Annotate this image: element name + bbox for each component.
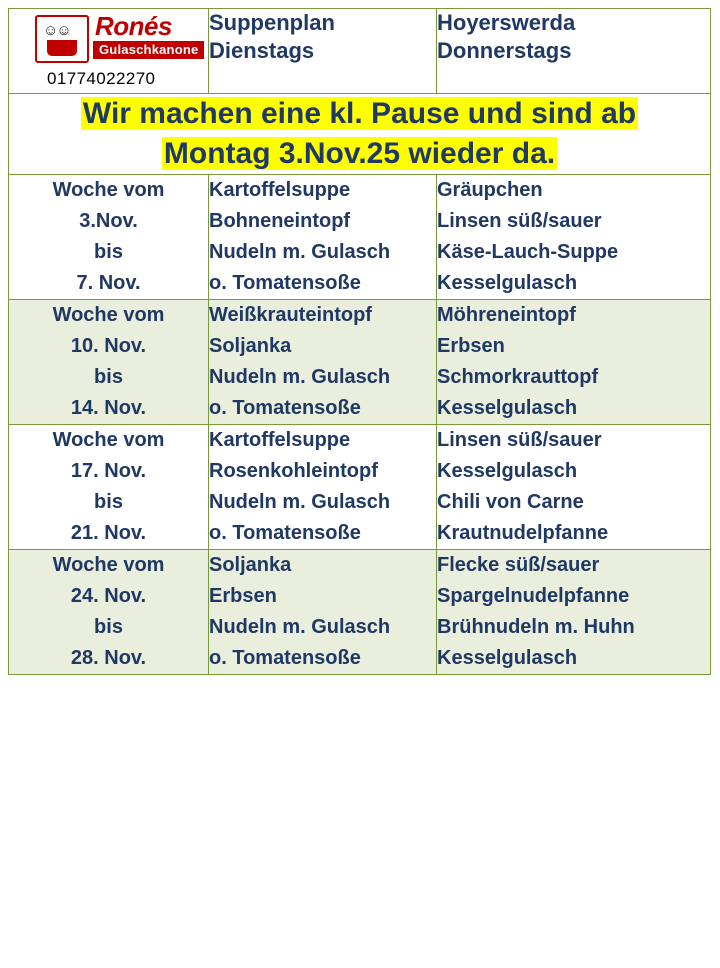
- week-label-line: Woche vom: [52, 429, 165, 451]
- menu-poster: [0, 8, 720, 968]
- week-label-line: bis: [94, 491, 123, 513]
- dish-line: Nudeln m. Gulasch: [209, 366, 391, 388]
- week-label-cell: [9, 425, 209, 550]
- week-label-line: bis: [94, 366, 123, 388]
- dish-line: Rosenkohleintopf: [209, 460, 378, 482]
- dish-line: Kesselgulasch: [437, 460, 578, 482]
- week-label-line: 21. Nov.: [70, 522, 147, 544]
- dish-line: Nudeln m. Gulasch: [209, 616, 391, 638]
- header-day-donnerstags: Donnerstags: [437, 38, 572, 63]
- week-label-cell: [9, 175, 209, 300]
- header-row: [9, 9, 711, 94]
- dish-line: o. Tomatensoße: [209, 272, 361, 294]
- dish-line: Kesselgulasch: [437, 647, 578, 669]
- week-label-line: 17. Nov.: [70, 460, 147, 482]
- dish-line: o. Tomatensoße: [209, 522, 361, 544]
- header-col-tuesday: [209, 9, 437, 94]
- notice-row: [9, 94, 711, 175]
- table-row: [9, 300, 711, 425]
- menu-table: [8, 8, 711, 675]
- pause-notice: [9, 94, 711, 175]
- dish-line: Linsen süß/sauer: [437, 429, 602, 451]
- week-label-cell: [9, 300, 209, 425]
- dish-line: Möhreneintopf: [437, 304, 576, 326]
- week-label-line: bis: [94, 616, 123, 638]
- brand-subtitle: Gulaschkanone: [93, 41, 204, 59]
- tuesday-dishes-cell: [209, 425, 437, 550]
- dish-line: Soljanka: [209, 335, 292, 357]
- table-row: [9, 175, 711, 300]
- goulash-cannon-icon: [35, 15, 89, 63]
- dish-line: Krautnudelpfanne: [437, 522, 609, 544]
- dish-line: Kartoffelsuppe: [209, 179, 351, 201]
- week-label-line: 10. Nov.: [70, 335, 147, 357]
- dish-line: o. Tomatensoße: [209, 647, 361, 669]
- notice-line-2: [9, 134, 710, 174]
- dish-line: Nudeln m. Gulasch: [209, 241, 391, 263]
- week-label-line: 3.Nov.: [79, 210, 138, 232]
- table-row: [9, 550, 711, 675]
- header-location-hoyerswerda: Hoyerswerda: [437, 10, 576, 35]
- chef-figures-icon: ☺☺: [43, 22, 70, 39]
- thursday-dishes-cell: [437, 425, 711, 550]
- dish-line: Gräupchen: [437, 179, 543, 201]
- dish-line: Erbsen: [209, 585, 277, 607]
- header-title-suppenplan: Suppenplan: [209, 10, 335, 35]
- dish-line: Linsen süß/sauer: [437, 210, 602, 232]
- dish-line: Kesselgulasch: [437, 272, 578, 294]
- dish-line: o. Tomatensoße: [209, 397, 361, 419]
- dish-line: Nudeln m. Gulasch: [209, 491, 391, 513]
- dish-line: Spargelnudelpfanne: [437, 585, 630, 607]
- dish-line: Weißkrauteintopf: [209, 304, 372, 326]
- table-row: [9, 425, 711, 550]
- brand-name: Ronés: [95, 11, 172, 41]
- week-label-cell: [9, 550, 209, 675]
- week-label-line: 7. Nov.: [76, 272, 141, 294]
- week-label-line: Woche vom: [52, 304, 165, 326]
- dish-line: Käse-Lauch-Suppe: [437, 241, 619, 263]
- week-label-line: 14. Nov.: [70, 397, 147, 419]
- dish-line: Erbsen: [437, 335, 505, 357]
- thursday-dishes-cell: [437, 550, 711, 675]
- logo: [9, 9, 208, 71]
- week-label-line: bis: [94, 241, 123, 263]
- notice-line-1: [9, 94, 710, 134]
- dish-line: Chili von Carne: [437, 491, 584, 513]
- header-day-dienstags: Dienstags: [209, 38, 315, 63]
- week-label-line: 28. Nov.: [70, 647, 147, 669]
- tuesday-dishes-cell: [209, 550, 437, 675]
- thursday-dishes-cell: [437, 300, 711, 425]
- phone-number: 01774022270: [47, 69, 156, 88]
- week-label-line: Woche vom: [52, 554, 165, 576]
- dish-line: Soljanka: [209, 554, 292, 576]
- tuesday-dishes-cell: [209, 175, 437, 300]
- logo-cell: [9, 9, 209, 94]
- tuesday-dishes-cell: [209, 300, 437, 425]
- notice-line-2-text: Montag 3.Nov.25 wieder da.: [163, 137, 556, 170]
- week-label-line: 24. Nov.: [70, 585, 147, 607]
- dish-line: Flecke süß/sauer: [437, 554, 600, 576]
- header-col-thursday: [437, 9, 711, 94]
- dish-line: Kesselgulasch: [437, 397, 578, 419]
- dish-line: Bohneneintopf: [209, 210, 351, 232]
- dish-line: Brühnudeln m. Huhn: [437, 616, 635, 638]
- thursday-dishes-cell: [437, 175, 711, 300]
- pot-shape-icon: [47, 40, 77, 56]
- notice-line-1-text: Wir machen eine kl. Pause und sind ab: [82, 97, 637, 130]
- dish-line: Schmorkrauttopf: [437, 366, 599, 388]
- week-label-line: Woche vom: [52, 179, 165, 201]
- dish-line: Kartoffelsuppe: [209, 429, 351, 451]
